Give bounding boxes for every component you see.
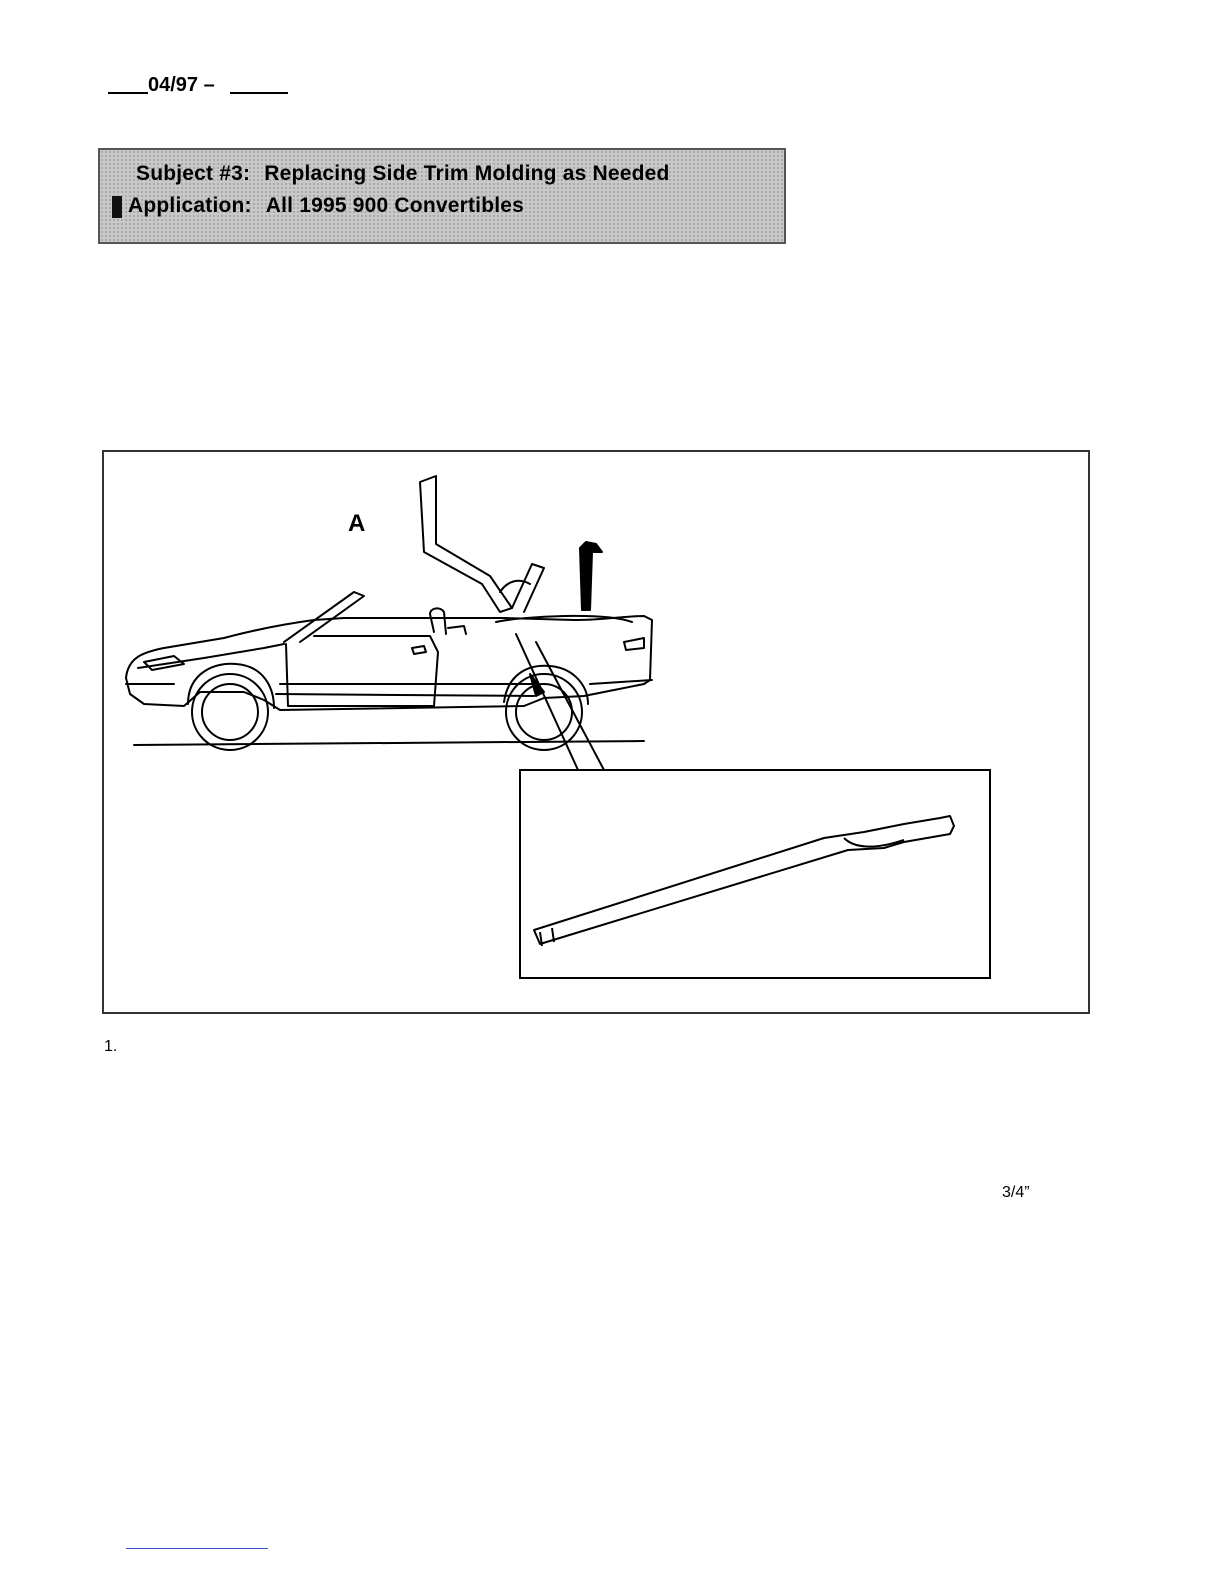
car-body: [126, 616, 652, 710]
subject-line: [136, 162, 670, 186]
seat-base: [448, 626, 466, 634]
front-seat: [430, 608, 446, 634]
convertible-illustration: [102, 450, 1090, 1014]
weatherstrip-piece: [580, 542, 602, 610]
front-tire: [192, 674, 268, 750]
subject-banner: [98, 148, 786, 244]
step-number: 1.: [104, 1038, 118, 1055]
application-label: Application:: [128, 194, 252, 217]
door-handle: [412, 646, 426, 654]
application-line: [128, 194, 524, 218]
application-text: All 1995 900 Convertibles: [265, 194, 525, 217]
date-rule-right: [230, 92, 288, 94]
headlight: [144, 656, 184, 670]
subject-label: Subject #3:: [136, 162, 251, 185]
dimension-text: 3/4”: [1002, 1184, 1030, 1201]
front-wheel-arch: [188, 664, 274, 708]
detail-leader: [516, 634, 604, 770]
subject-text: Replacing Side Trim Molding as Needed: [264, 162, 670, 185]
top-frame-right: [512, 564, 544, 612]
car-drawing: [104, 452, 1088, 1012]
date-rule-left: [108, 92, 148, 94]
footer-rule: [126, 1548, 268, 1549]
top-frame-left: [420, 476, 512, 612]
headrest: [500, 581, 530, 592]
rocker-line: [276, 694, 534, 696]
change-bar: [112, 196, 122, 218]
date-text: 04/97 –: [148, 74, 215, 96]
figure-label: A: [348, 510, 366, 537]
rear-tire: [506, 674, 582, 750]
detail-box: [520, 770, 990, 978]
hood-line: [138, 644, 284, 668]
tail-light: [624, 638, 644, 650]
